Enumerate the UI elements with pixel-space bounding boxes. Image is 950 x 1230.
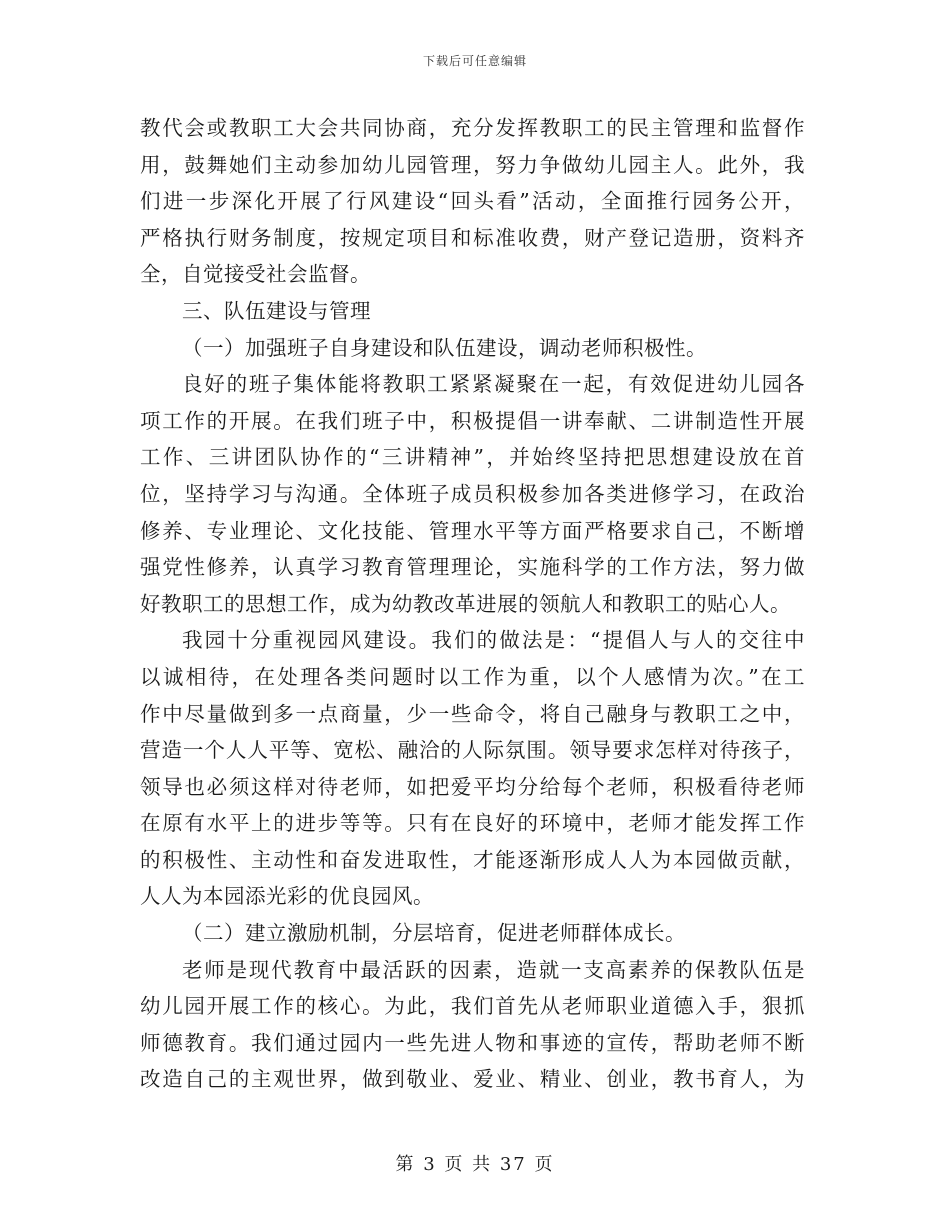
text-line: 幼儿园开展工作的核心。为此，我们首先从老师职业道德入手，狠抓 (140, 994, 805, 1019)
text-line: 老师是现代教育中最活跃的因素，造就一支高素养的保教队伍是 (182, 957, 805, 982)
text-line: 的积极性、主动性和奋发进取性，才能逐渐形成人人为本园做贡献， (140, 847, 805, 872)
text-line: 师德教育。我们通过园内一些先进人物和事迹的宣传，帮助老师不断 (140, 1030, 805, 1055)
text-line: 营造一个人人平等、宽松、融洽的人际氛围。领导要求怎样对待孩子， (140, 738, 805, 763)
subsection-heading: （一）加强班子自身建设和队伍建设，调动老师积极性。 (182, 335, 707, 360)
text-line: 人人为本园添光彩的优良园风。 (140, 884, 434, 909)
text-line: 工作、三讲团队协作的“三讲精神”，并始终坚持把思想建设放在首 (140, 445, 805, 470)
text-line: 用，鼓舞她们主动参加幼儿园管理，努力争做幼儿园主人。此外，我 (140, 152, 805, 177)
subsection-heading: （二）建立激励机制，分层培育，促进老师群体成长。 (182, 921, 686, 946)
text-line: 领导也必须这样对待老师，如把爱平均分给每个老师，积极看待老师 (140, 774, 805, 799)
page-header: 下载后可任意编辑 (422, 54, 527, 68)
text-line: 教代会或教职工大会共同协商，充分发挥教职工的民主管理和监督作 (140, 116, 805, 140)
text-line: 修养、专业理论、文化技能、管理水平等方面严格要求自己，不断增 (140, 518, 805, 543)
text-line: 强党性修养，认真学习教育管理理论，实施科学的工作方法，努力做 (140, 555, 805, 580)
section-heading: 三、队伍建设与管理 (182, 298, 371, 323)
text-line: 项工作的开展。在我们班子中，积极提倡一讲奉献、二讲制造性开展 (140, 408, 805, 433)
text-line: 全，自觉接受社会监督。 (140, 262, 371, 287)
text-line: 作中尽量做到多一点商量，少一些命令，将自己融身与教职工之中， (140, 701, 805, 726)
text-line: 以诚相待，在处理各类问题时以工作为重，以个人感情为次。”在工 (140, 664, 805, 689)
text-line: 们进一步深化开展了行风建设“回头看”活动，全面推行园务公开， (140, 189, 805, 214)
text-line: 我园十分重视园风建设。我们的做法是：“提倡人与人的交往中 (182, 628, 805, 653)
text-line: 改造自己的主观世界，做到敬业、爱业、精业、创业，教书育人，为 (140, 1067, 805, 1092)
page-footer: 第 3 页 共 37 页 (395, 1154, 555, 1175)
text-line: 严格执行财务制度，按规定项目和标准收费，财产登记造册，资料齐 (140, 225, 805, 250)
document-body (140, 110, 805, 1098)
text-line: 良好的班子集体能将教职工紧紧凝聚在一起，有效促进幼儿园各 (182, 372, 805, 397)
text-line: 位，坚持学习与沟通。全体班子成员积极参加各类进修学习，在政治 (140, 481, 805, 506)
text-line: 好教职工的思想工作，成为幼教改革进展的领航人和教职工的贴心人。 (140, 591, 791, 616)
text-line: 在原有水平上的进步等等。只有在良好的环境中，老师才能发挥工作 (140, 811, 805, 836)
